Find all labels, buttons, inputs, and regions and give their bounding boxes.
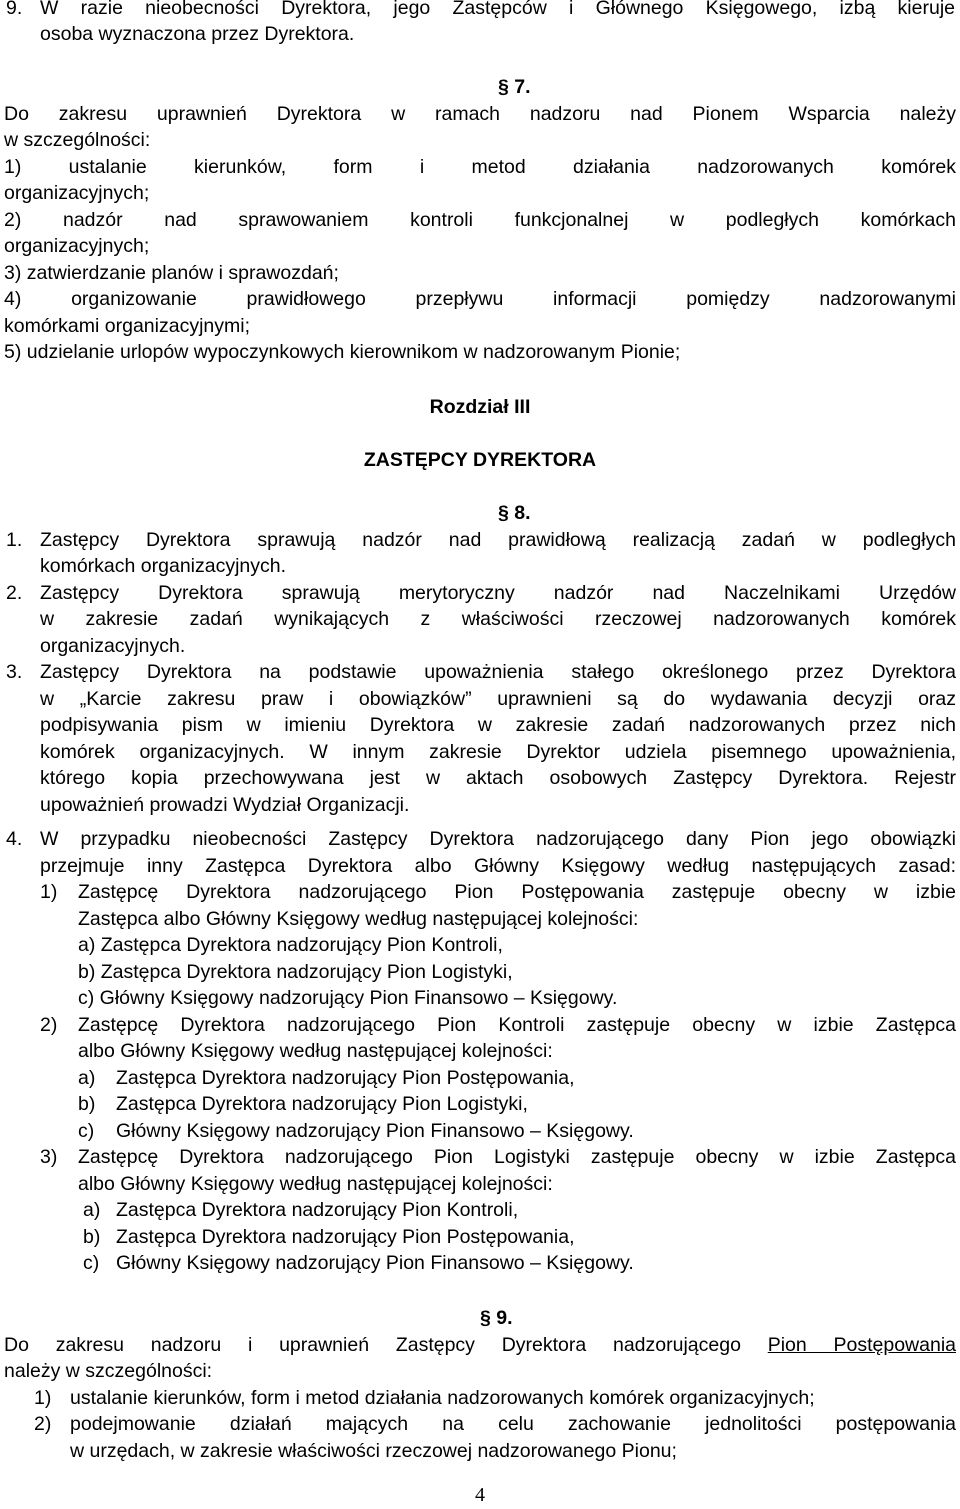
list-item: Zastępca Dyrektora nadzorujący Pion Logistyki, xyxy=(116,1093,528,1115)
paragraph-line: komórkach organizacyjnych. xyxy=(40,555,287,577)
paragraph-line: którego kopia przechowywana jest w aktach osobowych Zastępcy Dyrektora. Rejestr xyxy=(40,767,956,789)
paragraph-line: Do zakresu nadzoru i uprawnień Zastępcy Dyrektora nadzorującego Pion Postępowania xyxy=(4,1334,957,1356)
list-item: 5) udzielanie urlopów wypoczynkowych kierownikom w nadzorowanym Pionie; xyxy=(4,341,681,363)
item-number: 1. xyxy=(6,529,23,551)
list-item: w urzędach, w zakresie właściwości rzeczowej nadzorowanego Pionu; xyxy=(70,1440,677,1462)
list-item: Zastępca Dyrektora nadzorujący Pion Postępowania, xyxy=(116,1067,575,1089)
item-number: 2. xyxy=(6,582,23,604)
section-symbol-icon: § xyxy=(498,76,509,98)
paragraph-line: w szczególności: xyxy=(4,129,151,151)
list-item: ustalanie kierunków, form i metod działania nadzorowanych komórek organizacyjnych; xyxy=(70,1387,815,1409)
list-item: Główny Księgowy nadzorujący Pion Finansowo – Księgowy. xyxy=(116,1252,634,1274)
list-item: 2) nadzór nad sprawowaniem kontroli funkcjonalnej w podległych komórkach xyxy=(4,209,956,231)
paragraph-line: organizacyjnych. xyxy=(40,635,186,657)
item-number: 4. xyxy=(6,828,23,850)
item-letter: b) xyxy=(78,1093,96,1115)
item-letter: a) xyxy=(78,1067,96,1089)
paragraph-line: przejmuje inny Zastępca Dyrektora albo Główny Księgowy według następujących zasad: xyxy=(40,855,956,877)
list-item: a) Zastępca Dyrektora nadzorujący Pion Kontroli, xyxy=(78,934,503,956)
section-heading-9: § 9. xyxy=(480,1307,513,1329)
list-item: albo Główny Księgowy według następującej kolejności: xyxy=(78,1040,553,1062)
item-number: 3) xyxy=(40,1146,58,1168)
list-item: komórkami organizacyjnymi; xyxy=(4,315,250,337)
section-heading-7: § 7. xyxy=(498,76,531,98)
list-item: b) Zastępca Dyrektora nadzorujący Pion Logistyki, xyxy=(78,961,513,983)
item-number: 9. xyxy=(6,0,23,19)
paragraph-line: należy w szczególności: xyxy=(4,1360,213,1382)
section-symbol-icon: § xyxy=(480,1307,491,1329)
item-number: 2) xyxy=(34,1413,52,1435)
item-number: 3. xyxy=(6,661,23,683)
section-symbol-icon: § xyxy=(498,502,509,524)
item-number: 1) xyxy=(40,881,58,903)
paragraph-line: podpisywania pism w imieniu Dyrektora w zakresie zadań nadzorowanych przez nich xyxy=(40,714,956,736)
section-heading-8: § 8. xyxy=(498,502,531,524)
item-letter: a) xyxy=(83,1199,101,1221)
paragraph-line: W przypadku nieobecności Zastępcy Dyrektora nadzorującego dany Pion jego obowiązki xyxy=(40,828,956,850)
paragraph-line: upoważnień prowadzi Wydział Organizacji. xyxy=(40,794,410,816)
chapter-subtitle: ZASTĘPCY DYREKTORA xyxy=(363,449,597,471)
list-item: Zastępcę Dyrektora nadzorującego Pion Postępowania zastępuje obecny w izbie xyxy=(78,881,956,903)
paragraph-line: Zastępcy Dyrektora sprawują merytoryczny nadzór nad Naczelnikami Urzędów xyxy=(40,582,956,604)
list-item: Zastępcę Dyrektora nadzorującego Pion Kontroli zastępuje obecny w izbie Zastępca xyxy=(78,1014,956,1036)
paragraph-line: Zastępcy Dyrektora na podstawie upoważnienia stałego określonego przez Dyrektora xyxy=(40,661,956,683)
paragraph-line: w „Karcie zakresu praw i obowiązków” uprawnieni są do wydawania decyzji oraz xyxy=(40,688,956,710)
underlined-term: Pion Postępowania xyxy=(767,1334,957,1356)
paragraph-line: W razie nieobecności Dyrektora, jego Zastępców i Głównego Księgowego, izbą kieruje xyxy=(40,0,955,19)
item-letter: b) xyxy=(83,1226,101,1248)
list-item: organizacyjnych; xyxy=(4,235,150,257)
chapter-title: Rozdział III xyxy=(429,396,531,418)
paragraph-line: komórek organizacyjnych. W innym zakresie Dyrektor udziela pisemnego upoważnienia, xyxy=(40,741,956,763)
paragraph-line: Do zakresu uprawnień Dyrektora w ramach nadzoru nad Pionem Wsparcia należy xyxy=(4,103,956,125)
list-item: Zastępca Dyrektora nadzorujący Pion Kontroli, xyxy=(116,1199,519,1221)
paragraph-line: osoba wyznaczona przez Dyrektora. xyxy=(40,23,355,45)
list-item: 4) organizowanie prawidłowego przepływu informacji pomiędzy nadzorowanymi xyxy=(4,288,956,310)
paragraph-line: w zakresie zadań wynikających z właściwości rzeczowej nadzorowanych komórek xyxy=(40,608,956,630)
list-item: c) Główny Księgowy nadzorujący Pion Finansowo – Księgowy. xyxy=(78,987,618,1009)
list-item: podejmowanie działań mających na celu zachowanie jednolitości postępowania xyxy=(70,1413,956,1435)
list-item: organizacyjnych; xyxy=(4,182,150,204)
list-item: 1) ustalanie kierunków, form i metod działania nadzorowanych komórek xyxy=(4,156,956,178)
list-item: Zastępcę Dyrektora nadzorującego Pion Logistyki zastępuje obecny w izbie Zastępca xyxy=(78,1146,956,1168)
list-item: Zastępca Dyrektora nadzorujący Pion Postępowania, xyxy=(116,1226,575,1248)
list-item: Zastępca albo Główny Księgowy według następującej kolejności: xyxy=(78,908,639,930)
item-letter: c) xyxy=(78,1120,95,1142)
item-number: 2) xyxy=(40,1014,58,1036)
item-letter: c) xyxy=(83,1252,100,1274)
paragraph-line: Zastępcy Dyrektora sprawują nadzór nad prawidłową realizacją zadań w podległych xyxy=(40,529,956,551)
list-item: Główny Księgowy nadzorujący Pion Finansowo – Księgowy. xyxy=(116,1120,634,1142)
list-item: 3) zatwierdzanie planów i sprawozdań; xyxy=(4,262,339,284)
page-number: 4 xyxy=(475,1484,485,1506)
list-item: albo Główny Księgowy według następującej kolejności: xyxy=(78,1173,553,1195)
item-number: 1) xyxy=(34,1387,52,1409)
